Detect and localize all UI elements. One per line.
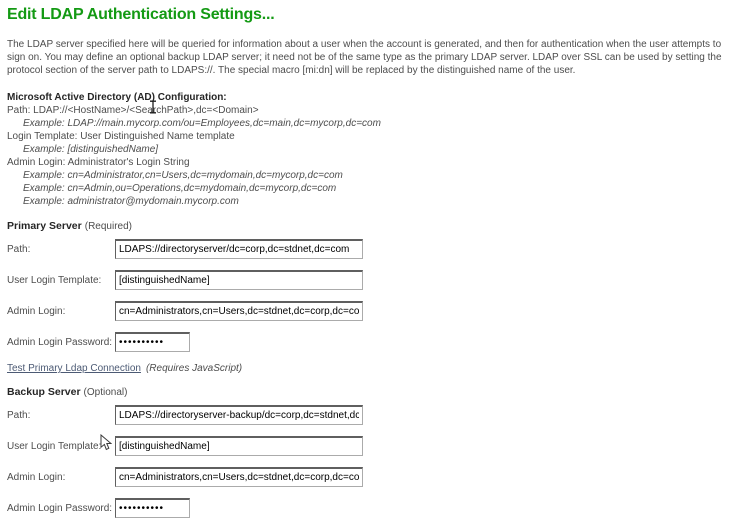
- primary-path-label: Path:: [7, 243, 31, 255]
- backup-user-login-template-input[interactable]: [115, 436, 363, 456]
- primary-admin-password-row: [7, 332, 730, 352]
- backup-admin-login-row: [7, 467, 730, 487]
- primary-admin-password-input[interactable]: [115, 332, 190, 352]
- backup-path-row: [7, 405, 730, 425]
- primary-server-heading: [7, 220, 730, 232]
- backup-path-input[interactable]: [115, 405, 363, 425]
- page-title: Edit LDAP Authentication Settings...: [7, 6, 275, 23]
- primary-server-qualifier: (Required): [84, 221, 132, 232]
- backup-server-qualifier: (Optional): [83, 387, 128, 398]
- ad-config-admin-example-3: Example: administrator@mydomain.mycorp.com: [23, 196, 239, 207]
- backup-admin-login-input[interactable]: [115, 467, 363, 487]
- backup-user-login-template-row: [7, 436, 730, 456]
- backup-path-label: Path:: [7, 409, 31, 421]
- primary-admin-login-row: [7, 301, 730, 321]
- ad-config-path-example: Example: LDAP://main.mycorp.com/ou=Employees,dc=main,dc=mycorp,dc=com: [23, 118, 381, 129]
- primary-admin-password-label: Admin Login Password:: [7, 336, 113, 348]
- backup-admin-password-label: Admin Login Password:: [7, 502, 113, 514]
- primary-user-login-template-label: User Login Template:: [7, 274, 102, 286]
- backup-admin-login-label: Admin Login:: [7, 471, 66, 483]
- ad-config-path-line: Path: LDAP://<HostName>/<SearchPath>,dc=<Domain>: [7, 105, 259, 116]
- test-connection-row: [7, 363, 730, 374]
- ad-config-heading: Microsoft Active Directory (AD) Configuration:: [7, 92, 227, 103]
- primary-admin-login-label: Admin Login:: [7, 305, 66, 317]
- ad-config-admin-example-2: Example: cn=Admin,ou=Operations,dc=mydomain,dc=mycorp,dc=com: [23, 183, 337, 194]
- ad-config-help: [7, 91, 730, 208]
- primary-user-login-template-row: [7, 270, 730, 290]
- primary-admin-login-input[interactable]: [115, 301, 363, 321]
- ad-config-admin-login-line: Admin Login: Administrator's Login String: [7, 157, 190, 168]
- primary-path-row: [7, 239, 730, 259]
- primary-server-title: Primary Server: [7, 220, 82, 232]
- backup-server-heading: [7, 386, 730, 398]
- intro-text: The LDAP server specified here will be queried for information about a user when the account is generated, and then for authentication when the user attempts to sign on. You may define an optional backup LDAP server; it need not be of the same type as the primary LDAP server. LDAP over SSL can be used by setting the protocol section of the server path to LDAPS://. The special macro [mi:dn] will be replaced by the distinguished name of the user.: [7, 39, 722, 76]
- ad-config-login-template-line: Login Template: User Distinguished Name template: [7, 131, 235, 142]
- test-primary-ldap-link[interactable]: Test Primary Ldap Connection: [7, 363, 141, 374]
- backup-admin-password-row: [7, 498, 730, 518]
- backup-user-login-template-label: User Login Template:: [7, 440, 102, 452]
- primary-path-input[interactable]: [115, 239, 363, 259]
- ad-config-admin-example-1: Example: cn=Administrator,cn=Users,dc=mydomain,dc=mycorp,dc=com: [23, 170, 343, 181]
- requires-javascript-note: (Requires JavaScript): [145, 363, 243, 374]
- primary-user-login-template-input[interactable]: [115, 270, 363, 290]
- backup-admin-password-input[interactable]: [115, 498, 190, 518]
- backup-server-title: Backup Server: [7, 386, 81, 398]
- ad-config-login-template-example: Example: [distinguishedName]: [23, 144, 159, 155]
